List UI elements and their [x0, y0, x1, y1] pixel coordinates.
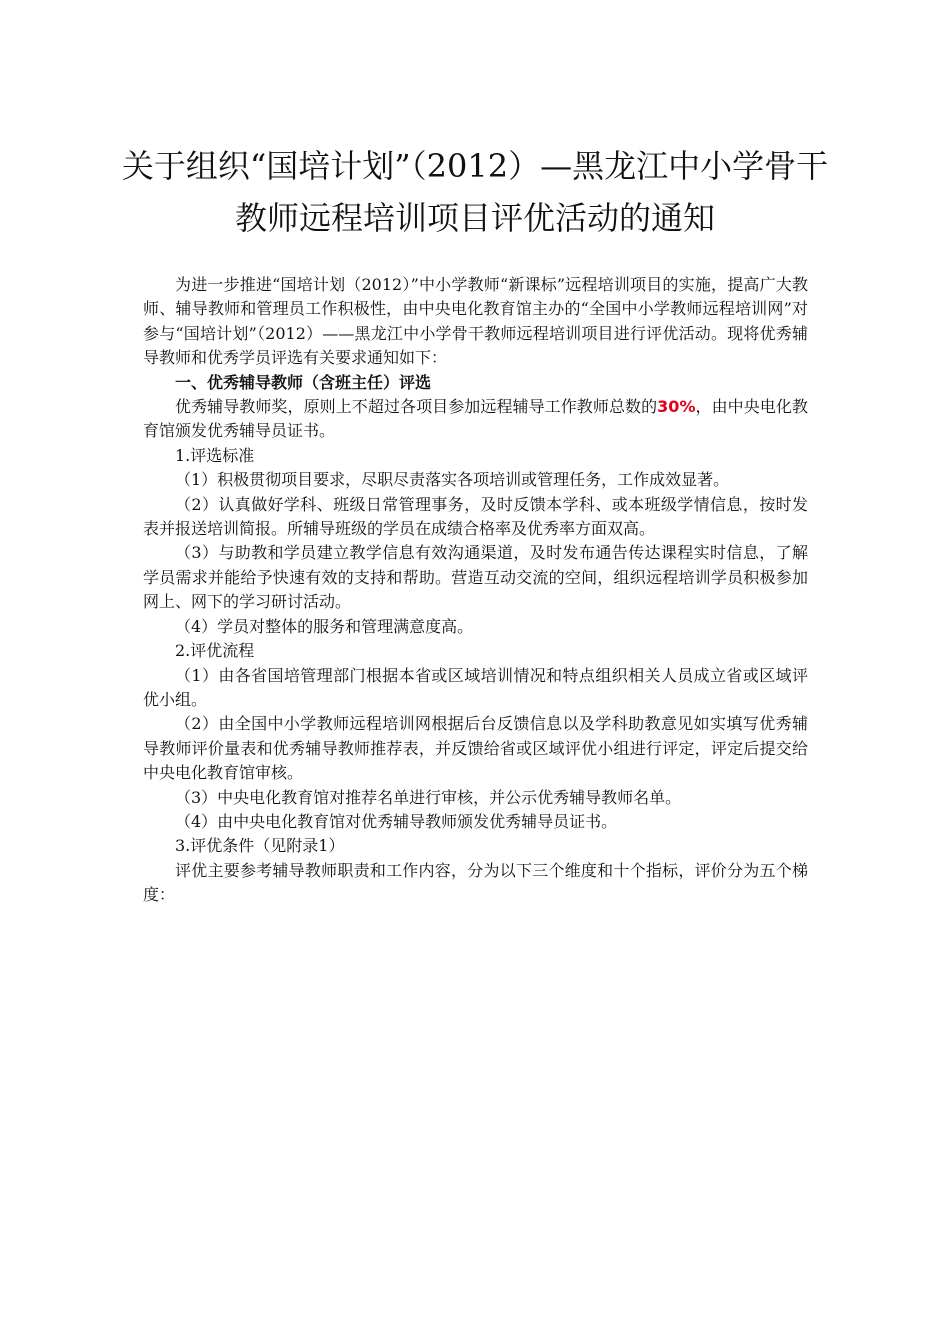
process-item-1: （1）由各省国培管理部门根据本省或区域培训情况和特点组织相关人员成立省或区域评优小组。 — [143, 665, 808, 709]
criteria-heading: 1.评选标准 — [175, 445, 255, 465]
conditions-heading: 3.评优条件（见附录1） — [175, 836, 345, 856]
title-line-1: 关于组织“国培计划”（2012）—黑龙江中小学骨干 — [121, 147, 829, 185]
award-text-before: 优秀辅导教师奖，原则上不超过各项目参加远程辅导工作教师总数的 — [175, 397, 658, 417]
document-title — [120, 140, 830, 244]
criteria-item-2: （2）认真做好学科、班级日常管理事务，及时反馈本学科、或本班级学情信息，按时发表并报送培训简报。所辅导班级的学员在成绩合格率及优秀率方面双高。 — [143, 494, 808, 539]
criteria-item-1: （1）积极贯彻项目要求，尽职尽责落实各项培训或管理任务，工作成效显著。 — [175, 470, 730, 490]
intro-paragraph: 为进一步推进“国培计划（2012）”中小学教师“新课标”远程培训项目的实施，提高广大教师、辅导教师和管理员工作积极性，由中央电化教育馆主办的“全国中小学教师远程培训网”对参与“国培计划”（2012）——黑龙江中小学骨干教师远程培训项目进行评优活动。现将优秀辅导教师和优秀学员评选有关要求通知如下： — [143, 275, 808, 368]
award-percent: 30% — [657, 397, 696, 417]
process-item-4: （4）由中央电化教育馆对优秀辅导教师颁发优秀辅导员证书。 — [175, 811, 618, 831]
criteria-item-4: （4）学员对整体的服务和管理满意度高。 — [175, 616, 474, 636]
award-text-after: ，由中央电化教育馆颁发优秀辅导员证书。 — [143, 397, 808, 441]
title-line-2: 教师远程培训项目评优活动的通知 — [234, 199, 715, 237]
award-paragraph — [143, 395, 808, 444]
process-item-2: （2）由全国中小学教师远程培训网根据后台反馈信息以及学科助教意见如实填写优秀辅导教师评价量表和优秀辅导教师推荐表，并反馈给省或区域评优小组进行评定，评定后提交给中央电化教育馆审核。 — [143, 714, 808, 783]
criteria-item-3: （3）与助教和学员建立教学信息有效沟通渠道，及时发布通告传达课程实时信息，了解学员需求并能给予快速有效的支持和帮助。营造互动交流的空间，组织远程培训学员积极参加网上、网下的学习研讨活动。 — [143, 543, 808, 612]
section-heading-outstanding-tutor: 一、优秀辅导教师（含班主任）评选 — [175, 372, 432, 392]
process-item-3: （3）中央电化教育馆对推荐名单进行审核，并公示优秀辅导教师名单。 — [175, 787, 682, 807]
conditions-paragraph: 评优主要参考辅导教师职责和工作内容，分为以下三个维度和十个指标，评价分为五个梯度： — [143, 860, 808, 905]
process-heading: 2.评优流程 — [175, 641, 255, 661]
document-body — [143, 273, 808, 908]
